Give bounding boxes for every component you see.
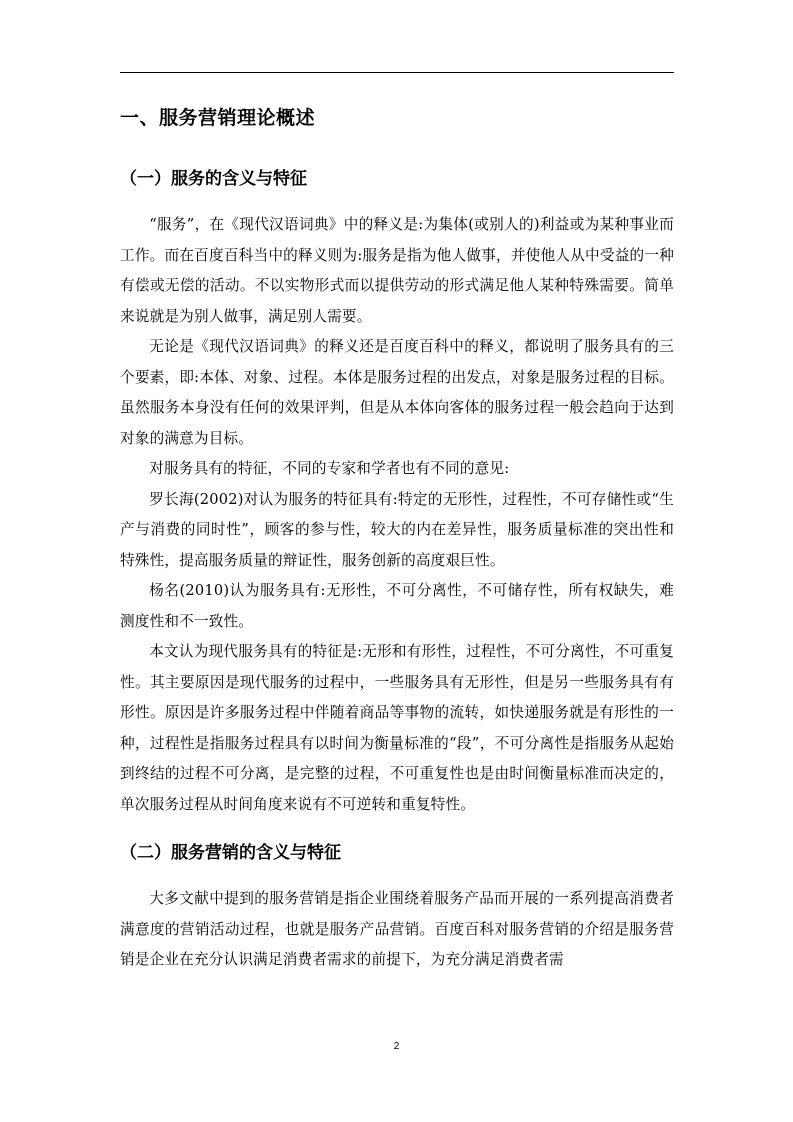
subsection-title-1: （一）服务的含义与特征	[120, 169, 307, 189]
paragraph: 罗长海(2002)对认为服务的特征具有:特定的无形性，过程性，不可存储性或“生产与消费的同时性”，顾客的参与性，较大的内在差异性，服务质量标准的突出性和特殊性，提高服务质量的辩证性，服务创新的高度艰巨性。	[120, 490, 674, 569]
subsection-title-2: （二）服务营销的含义与特征	[120, 843, 341, 863]
document-body	[120, 100, 674, 976]
paragraph: 大多文献中提到的服务营销是指企业围绕着服务产品而开展的一系列提高消费者满意度的营销活动过程，也就是服务产品营销。百度百科对服务营销的介绍是服务营销是企业在充分认识满足消费者需求的前提下，为充分满足消费者需	[120, 890, 674, 968]
section-title: 一、服务营销理论概述	[120, 107, 316, 129]
paragraph: 杨名(2010)认为服务具有:无形性，不可分离性，不可储存性，所有权缺失，难测度性和不一致性。	[120, 582, 674, 630]
page-number: 2	[393, 1041, 400, 1052]
paragraph: 本文认为现代服务具有的特征是:无形和有形性，过程性，不可分离性，不可重复性。其主要原因是现代服务的过程中，一些服务具有无形性，但是另一些服务具有有形性。原因是许多服务过程中伴随着商品等事物的流转，如快递服务就是有形性的一种，过程性是指服务过程具有以时间为衡量标准的“段”，不可分离性是指服务从起始到终结的过程不可分离，是完整的过程，不可重复性也是由时间衡量标准而决定的，单次服务过程从时间角度来说有不可逆转和重复特性。	[120, 643, 674, 813]
paragraph: 无论是《现代汉语词典》的释义还是百度百科中的释义，都说明了服务具有的三个要素，即:本体、对象、过程。本体是服务过程的出发点，对象是服务过程的目标。虽然服务本身没有任何的效果评判，但是从本体向客体的服务过程一般会趋向于达到对象的满意为目标。	[120, 338, 674, 447]
header-rule	[120, 72, 674, 73]
paragraph: “服务”，在《现代汉语词典》中的释义是:为集体(或别人的)利益或为某种事业而工作。而在百度百科当中的释义则为:服务是指为他人做事，并使他人从中受益的一种有偿或无偿的活动。不以实物形式而以提供劳动的形式满足他人某种特殊需要。简单来说就是为别人做事，满足别人需要。	[120, 216, 674, 325]
paragraph: 对服务具有的特征，不同的专家和学者也有不同的意见:	[149, 460, 510, 477]
